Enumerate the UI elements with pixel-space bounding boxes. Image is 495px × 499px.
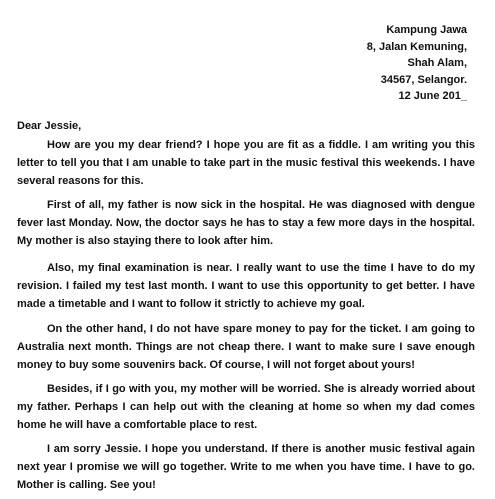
paragraph-mother-worried: Besides, if I go with you, my mother will be worried. She is already worried about my father. Perhaps I can help out with the cleaning at home so when my dad comes home he will have a comfortable place to rest. <box>17 383 475 431</box>
paragraph-examination: Also, my final examination is near. I really want to use the time I have to do my revision. I failed my test last month. I want to use this opportunity to get better. I have made a timetable and I want to follow it strictly to achieve my goal. <box>17 262 475 310</box>
address-line-city: Shah Alam, <box>407 57 467 70</box>
sender-address <box>367 22 467 105</box>
paragraph-money: On the other hand, I do not have spare money to pay for the ticket. I am going to Australia next month. Things are not cheap there. I want to make sure I save enough money to buy some souvenirs back. Of course, I will not forget about yours! <box>17 323 475 371</box>
letter-date: 12 June 201_ <box>398 90 467 103</box>
salutation: Dear Jessie, <box>17 120 82 132</box>
address-line-street: 8, Jalan Kemuning, <box>366 40 467 53</box>
address-line-village: Kampung Jawa <box>386 24 467 36</box>
paragraph-greeting: How are you my dear friend? I hope you are fit as a fiddle. I am writing you this letter to tell you that I am unable to take part in the music festival this weekends. I have several reasons for this. <box>17 139 475 187</box>
address-line-postcode-state: 34567, Selangor. <box>380 73 467 86</box>
paragraph-closing: I am sorry Jessie. I hope you understand. If there is another music festival again next year I promise we will go together. Write to me when you have time. I have to go. Mother is calling. See you! <box>17 443 475 491</box>
paragraph-father-sick: First of all, my father is now sick in the hospital. He was diagnosed with dengue fever last Monday. Now, the doctor says he has to stay a few more days in the hospital. My mother is also staying there to look after him. <box>17 199 475 247</box>
